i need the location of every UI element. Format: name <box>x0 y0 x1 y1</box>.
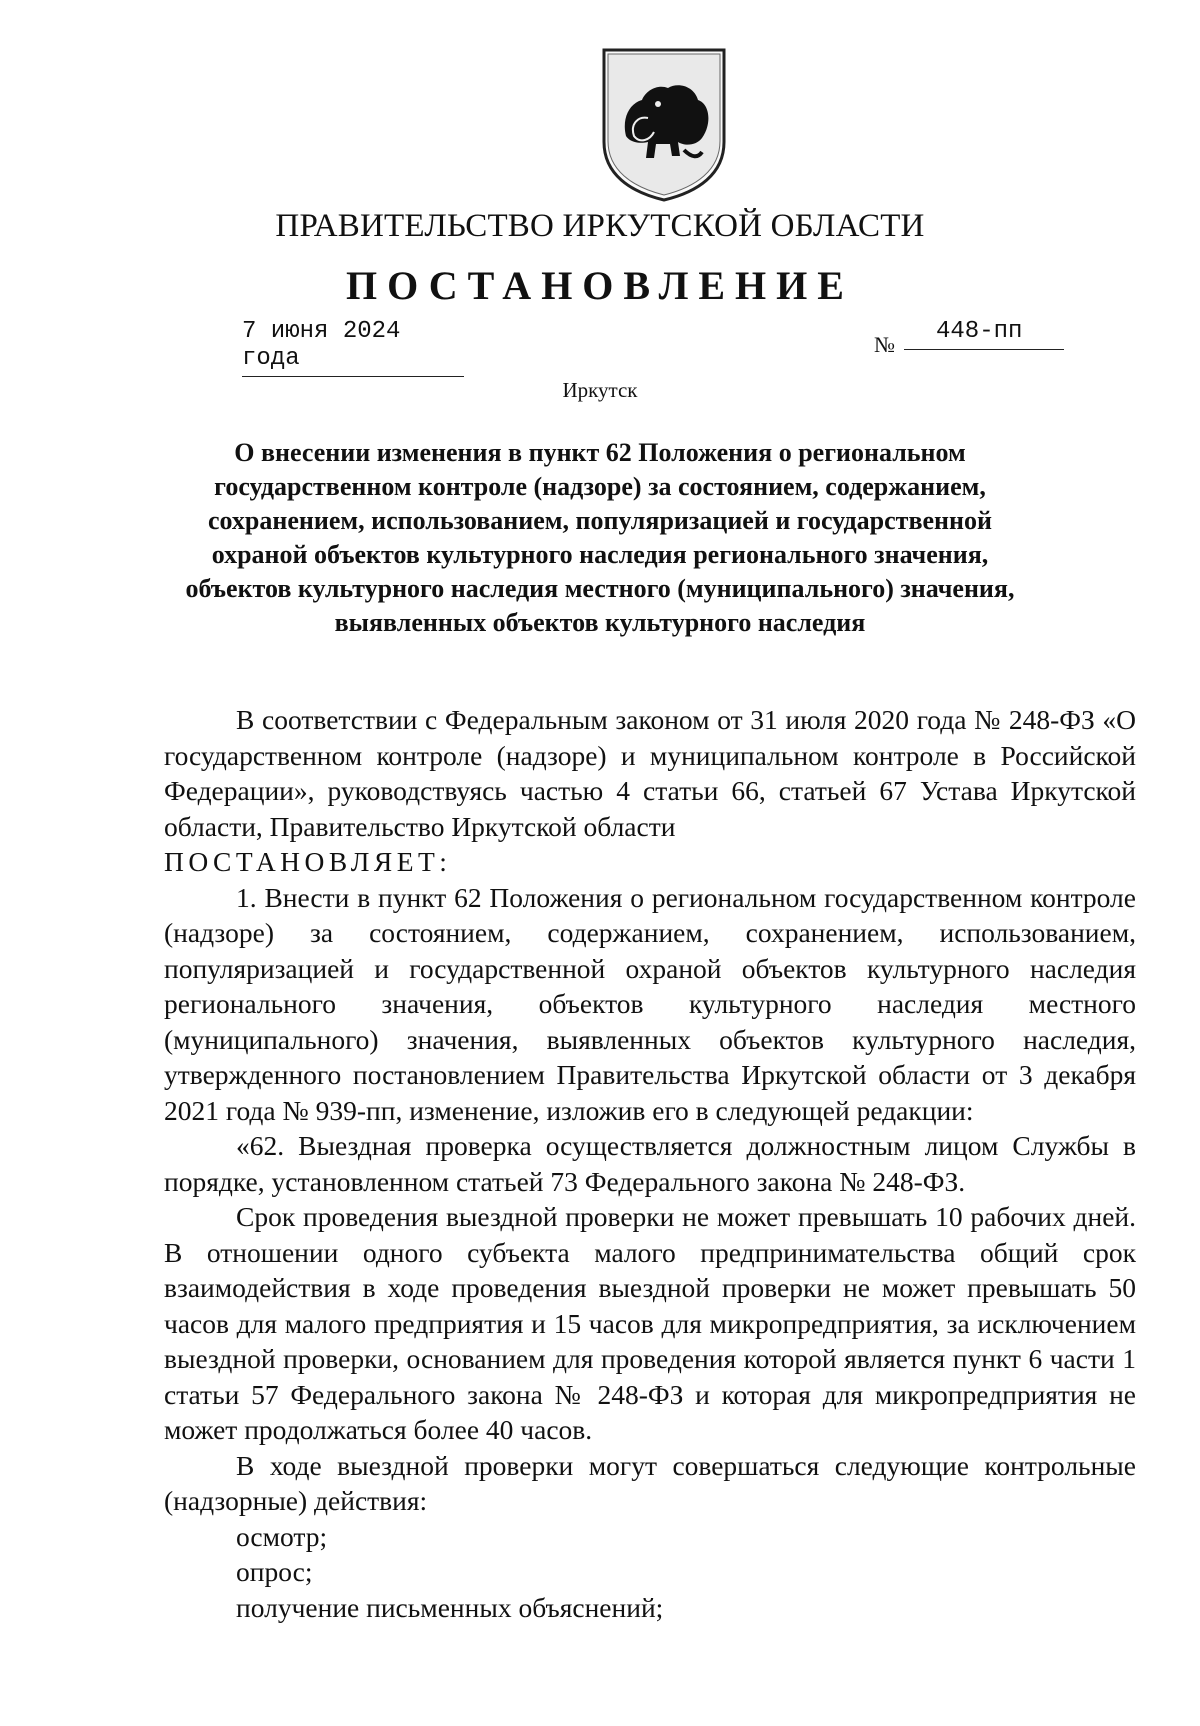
list-item: опрос; <box>236 1556 313 1587</box>
document-type-title: ПОСТАНОВЛЕНИЕ <box>346 263 854 308</box>
paragraph-62: «62. Выездная проверка осуществляется должностным лицом Службы в порядке, установленном статьей 73 Федерального закона № 248-ФЗ. <box>164 1130 1136 1197</box>
list-item: осмотр; <box>236 1520 328 1552</box>
document-date: 7 июня 2024 года <box>242 318 464 377</box>
document-subject: О внесении изменения в пункт 62 Положения о региональном государственном контроле (надзоре) за состоянием, содержанием, сохранением, использованием, популяризацией и государственной охраной объектов культурного наследия регионального значения, объектов культурного наследия местного (муниципального) значения, выявленных объектов культурного наследия <box>185 438 1015 637</box>
resolves-heading: ПОСТАНОВЛЯЕТ: <box>164 846 452 877</box>
city: Иркутск <box>562 378 638 402</box>
coat-of-arms-emblem <box>598 46 730 204</box>
document-body <box>164 702 1136 1625</box>
government-name: ПРАВИТЕЛЬСТВО ИРКУТСКОЙ ОБЛАСТИ <box>275 208 925 244</box>
list-item: получение письменных объяснений; <box>236 1591 664 1623</box>
document-number: 448-пп <box>904 318 1064 350</box>
number-sign: № <box>874 332 895 357</box>
preamble-paragraph: В соответствии с Федеральным законом от 31 июля 2020 года № 248-ФЗ «О государственном контроле (надзоре) и муниципальном контроле в Российской Федерации», руководствуясь частью 4 статьи 66, статьей 67 Устава Иркутской области, Правительство Иркутской области <box>164 704 1136 842</box>
paragraph-term: Срок проведения выездной проверки не может превышать 10 рабочих дней. В отношении одного субъекта малого предпринимательства общий срок взаимодействия в ходе проведения выездной проверки не может превышать 50 часов для малого предприятия и 15 часов для микропредприятия, за исключением выездной проверки, основанием для проведения которой является пункт 6 части 1 статьи 57 Федерального закона № 248-ФЗ и которая для микропредприятия не может продолжаться более 40 часов. <box>164 1201 1136 1445</box>
paragraph-actions: В ходе выездной проверки могут совершаться следующие контрольные (надзорные) действия: <box>164 1449 1136 1516</box>
paragraph-1: 1. Внести в пункт 62 Положения о региональном государственном контроле (надзоре) за состоянием, содержанием, сохранением, использованием, популяризацией и государственной охраной объектов культурного наследия регионального значения, объектов культурного наследия местного (муниципального) значения, выявленных объектов культурного наследия, утвержденного постановлением Правительства Иркутской области от 3 декабря 2021 года № 939-пп, изменение, изложив его в следующей редакции: <box>164 881 1136 1126</box>
